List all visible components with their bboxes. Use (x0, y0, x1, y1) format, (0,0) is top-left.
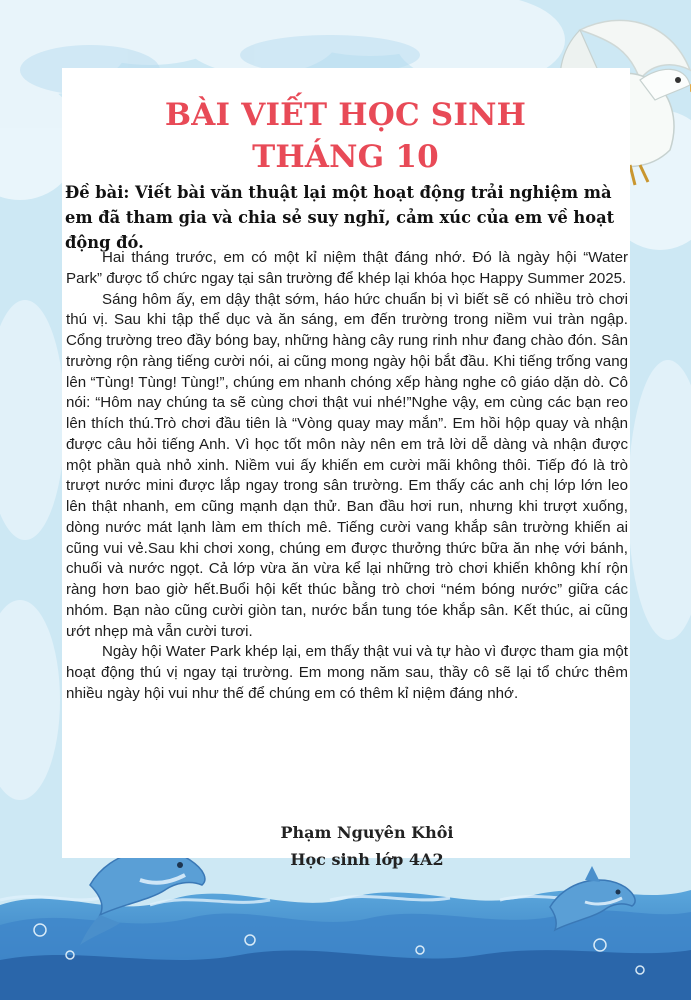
author-name: Phạm Nguyên Khôi (280, 823, 454, 842)
essay-paragraph: Hai tháng trước, em có một kỉ niệm thật đáng nhớ. Đó là ngày hội “Water Park” được tổ chức ngay tại sân trường để khép lại khóa học Happy Summer 2025. (66, 249, 628, 287)
page-title-line-2: THÁNG 10 (252, 139, 439, 175)
author-class: Học sinh lớp 4A2 (290, 850, 444, 869)
page-title-line-1: BÀI VIẾT HỌC SINH (164, 97, 527, 133)
essay-body (66, 248, 628, 705)
essay-paragraph: Sáng hôm ấy, em dậy thật sớm, háo hức chuẩn bị vì biết sẽ có nhiều trò chơi thú vị. Sau khi tập thể dục và ăn sáng, em đến trường trong niềm vui tràn ngập. Cổng trường treo đầy bóng bay, những hàng cây rung rinh như đang chào đón. Sân trường rộn ràng tiếng cười nói, ai cũng mong ngày hội bắt đầu. Khi tiếng trống vang lên “Tùng! Tùng! Tùng!”, chúng em nhanh chóng xếp hàng nghe cô giáo dặn dò. Cô nói: “Hôm nay chúng ta sẽ cùng chơi thật vui nhé!”Nghe vậy, em cùng các bạn reo lên thích thú.Trò chơi đầu tiên là “Vòng quay may mắn”. Em hồi hộp quay và nhận được câu hỏi tiếng Anh. Vì học tốt môn này nên em trả lời dễ dàng và nhận được một phần quà nhỏ xinh. Niềm vui ấy khiến em cười mãi không thôi. Tiếp đó là trò trượt nước mini được lắp ngay trong sân trường. Em thấy các anh chị lớp lớn leo lên thật nhanh, em cũng mạnh dạn thử. Ban đầu hơi run, nhưng khi trượt xuống, dòng nước mát lạnh làm em thích mê. Tiếng cười vang khắp sân trường khiến ai cũng vui vẻ.Sau khi chơi xong, chúng em được thưởng thức bữa ăn nhẹ với bánh, chuối và nước ngọt. Cả lớp vừa ăn vừa kể lại những trò chơi khiến không khí rộn ràng hơn bao giờ hết.Buổi hội kết thúc bằng trò chơi “ném bóng nước” giữa các nhóm. Bạn nào cũng cười giòn tan, nước bắn tung tóe khắp sân. Kết thúc, ai cũng ướt nhẹp mà vẫn cười tươi. (66, 290, 628, 640)
essay-prompt: Đề bài: Viết bài văn thuật lại một hoạt động trải nghiệm mà em đã tham gia và chia sẻ suy nghĩ, cảm xúc của em về hoạt động đó. (65, 183, 615, 252)
essay-paragraph: Ngày hội Water Park khép lại, em thấy thật vui và tự hào vì được tham gia một hoạt động thú vị ngay tại trường. Em mong năm sau, thầy cô sẽ lại tổ chức thêm nhiều ngày hội vui như thế để chúng em có thêm kỉ niệm đáng nhớ. (66, 643, 628, 702)
